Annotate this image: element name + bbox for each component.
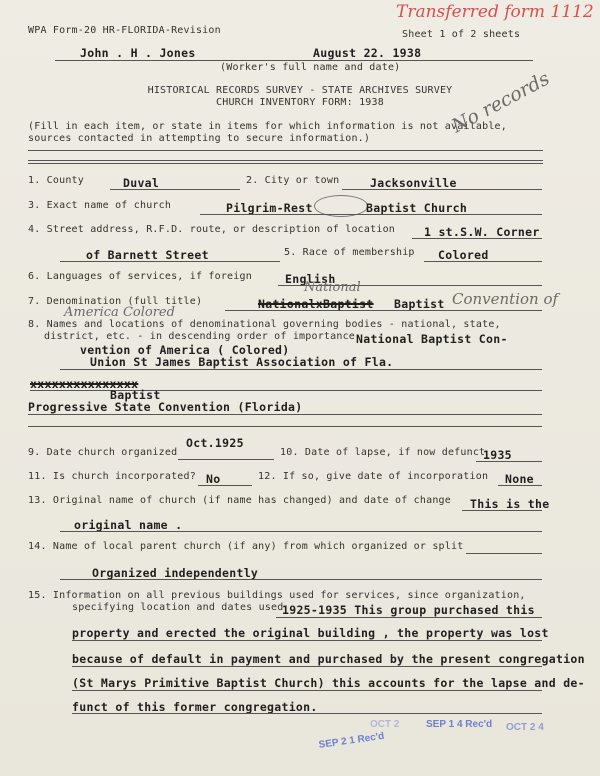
city-label: 2. City or town bbox=[246, 175, 340, 186]
race-value: Colored bbox=[438, 248, 489, 262]
address-value-b: of Barnett Street bbox=[86, 248, 209, 262]
address-label: 4. Street address, R.F.D. route, or description of location bbox=[28, 224, 396, 235]
previous-buildings-label-2: specifying location and dates used bbox=[72, 602, 284, 613]
lapse-value: 1935 bbox=[483, 448, 512, 462]
governing-struck: xxxxxxxxxxxxxxx bbox=[30, 377, 139, 391]
governing-value-1: National Baptist Con- bbox=[356, 332, 508, 346]
worker-date: August 22. 1938 bbox=[313, 46, 422, 60]
incorporation-date-label: 12. If so, give date of incorporation bbox=[258, 471, 489, 482]
languages-label: 6. Languages of services, if foreign bbox=[28, 271, 252, 282]
city-value: Jacksonville bbox=[370, 176, 457, 190]
worker-caption: (Worker's full name and date) bbox=[220, 62, 401, 73]
sheet-number: Sheet 1 of 2 sheets bbox=[402, 29, 521, 40]
governing-value-2: vention of America ( Colored) bbox=[80, 343, 290, 357]
worker-name: John . H . Jones bbox=[80, 46, 196, 60]
original-name-value-b: original name . bbox=[74, 518, 183, 532]
previous-buildings-value-5: funct of this former congregation. bbox=[72, 700, 318, 714]
parent-church-value: Organized independently bbox=[92, 566, 259, 580]
denomination-note-america: America Colored bbox=[64, 305, 175, 320]
county-value: Duval bbox=[123, 176, 160, 190]
governing-label-2: district, etc. - in descending order of importance bbox=[44, 331, 356, 342]
church-name-value-b: Baptist Church bbox=[366, 201, 468, 215]
languages-value: English bbox=[285, 272, 336, 286]
parent-church-label: 14. Name of local parent church (if any) from which organized or split bbox=[28, 541, 464, 552]
instructions-line-2: sources contacted in attempting to secure information.) bbox=[28, 133, 371, 144]
church-name-label: 3. Exact name of church bbox=[28, 200, 172, 211]
incorporated-label: 11. Is church incorporated? bbox=[28, 471, 196, 482]
denomination-note-national: National bbox=[304, 280, 361, 295]
denomination-note-convention: Convention of bbox=[452, 290, 559, 308]
previous-buildings-value-3: because of default in payment and purchased by the present congregation bbox=[72, 652, 585, 666]
instructions-line-1: (Fill in each item, or state in items for which information is not available, bbox=[28, 121, 507, 132]
received-stamp-3: SEP 2 1 Rec'd bbox=[318, 730, 386, 751]
form-id: WPA Form-20 HR-FLORIDA-Revision bbox=[28, 25, 221, 36]
organized-label: 9. Date church organized bbox=[28, 447, 178, 458]
incorporation-date-value: None bbox=[505, 472, 534, 486]
organized-value: Oct.1925 bbox=[186, 436, 244, 450]
received-stamp-2: OCT 2 4 bbox=[506, 722, 544, 733]
church-name-value-a: Pilgrim-Rest bbox=[226, 201, 313, 215]
previous-buildings-value-4: (St Marys Primitive Baptist Church) this accounts for the lapse and de- bbox=[72, 676, 585, 690]
lapse-label: 10. Date of lapse, if now defunct bbox=[280, 447, 486, 458]
governing-value-5: Progressive State Convention (Florida) bbox=[28, 400, 303, 414]
denomination-label: 7. Denomination (full title) bbox=[28, 296, 203, 307]
county-label: 1. County bbox=[28, 175, 84, 186]
received-stamp-1: SEP 1 4 Rec'd bbox=[426, 719, 493, 730]
governing-value-3: Union St James Baptist Association of Fla. bbox=[90, 355, 394, 369]
previous-buildings-value-1: 1925-1935 This group purchased this bbox=[282, 603, 535, 617]
incorporated-value: No bbox=[206, 472, 221, 486]
transferred-note: Transferred form 1112 bbox=[396, 2, 594, 22]
received-stamp-4: OCT 2 bbox=[370, 719, 400, 730]
original-name-value-a: This is the bbox=[470, 497, 550, 511]
address-value-a: 1 st.S.W. Corner bbox=[424, 225, 540, 239]
title-line-2: CHURCH INVENTORY FORM: 1938 bbox=[216, 97, 384, 108]
previous-buildings-value-2: property and erected the original building , the property was lost bbox=[72, 626, 549, 640]
race-label: 5. Race of membership bbox=[284, 247, 415, 258]
no-records-note: No records bbox=[448, 67, 554, 138]
denomination-struck: NationalxBaptist bbox=[258, 297, 374, 311]
governing-label-1: 8. Names and locations of denominational governing bodies - national, state, bbox=[28, 319, 501, 330]
governing-value-4: Baptist bbox=[110, 388, 161, 402]
original-name-label: 13. Original name of church (if name has changed) and date of change bbox=[28, 495, 451, 506]
title-line-1: HISTORICAL RECORDS SURVEY - STATE ARCHIVES SURVEY bbox=[147, 85, 453, 96]
previous-buildings-label-1: 15. Information on all previous buildings used for services, since organization, bbox=[28, 590, 526, 601]
denomination-value: Baptist bbox=[394, 297, 445, 311]
